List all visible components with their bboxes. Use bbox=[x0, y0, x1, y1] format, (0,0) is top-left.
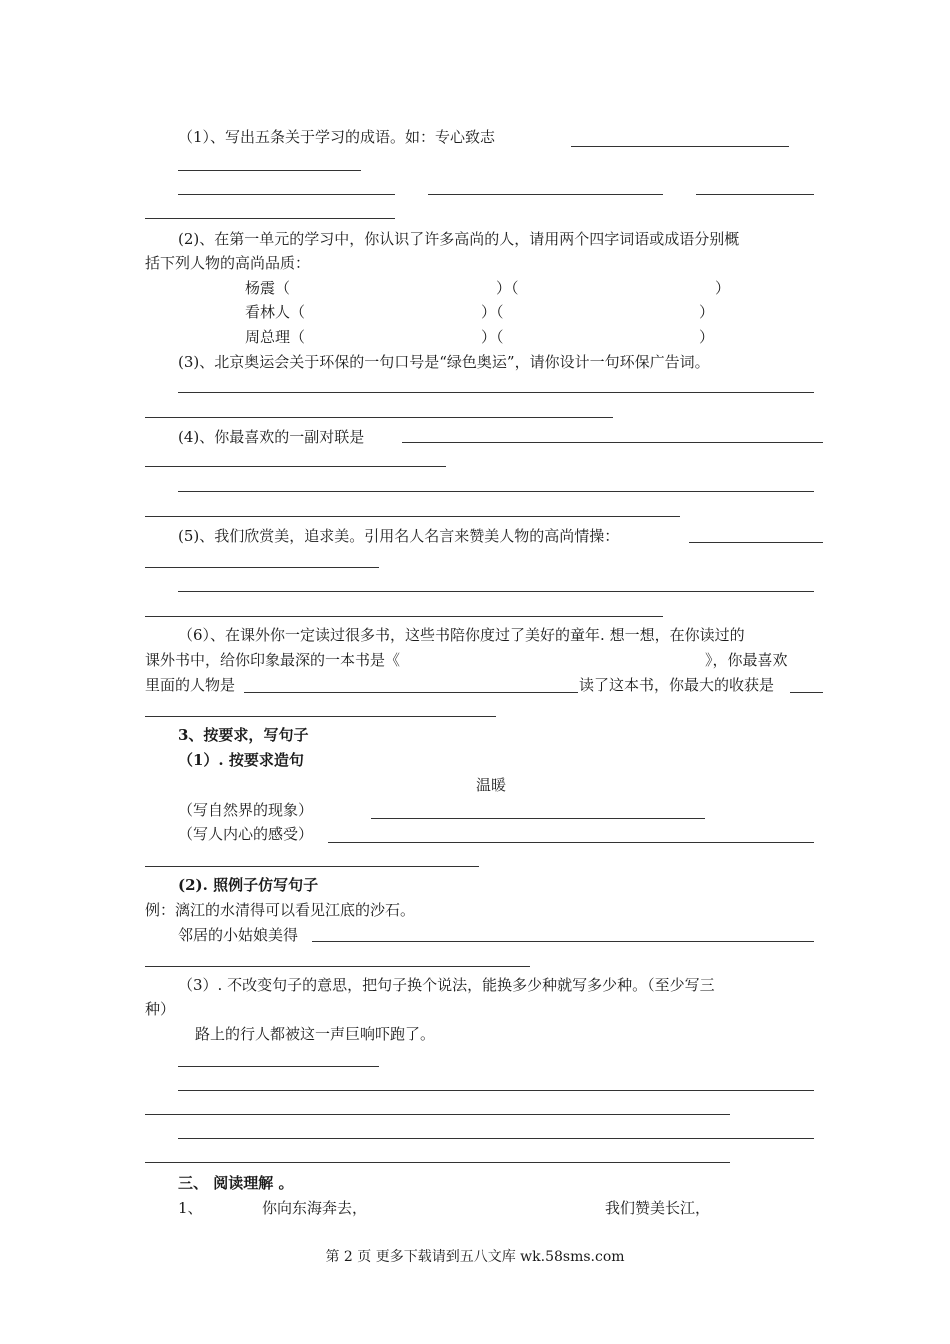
q6-line3-b: 读了这本书，你最大的收获是 bbox=[579, 676, 775, 694]
section3-heading: 3、按要求，写句子 bbox=[178, 726, 309, 744]
q4-answer-line-1[interactable] bbox=[402, 442, 823, 443]
section3-rewrite-line-3[interactable] bbox=[145, 1114, 730, 1115]
q5-answer-line-1[interactable] bbox=[689, 542, 823, 543]
q2-text-line2: 括下列人物的高尚品质： bbox=[145, 254, 311, 272]
q2-row-mid: ）（ bbox=[496, 279, 519, 297]
section3-heart-line-1[interactable] bbox=[328, 842, 814, 843]
section3-nature-label: （写自然界的现象） bbox=[178, 801, 314, 819]
q2-row-name: 杨震（ bbox=[245, 279, 291, 297]
q3-answer-line-2[interactable] bbox=[145, 417, 613, 418]
section3-sub3-line1: （3）. 不改变句子的意思，把句子换个说法，能换多少种就写多少种。（至少写三 bbox=[178, 976, 715, 994]
q2-row-end: ） bbox=[715, 279, 731, 297]
q6-gain-line-2[interactable] bbox=[145, 716, 496, 717]
q1-answer-line-1[interactable] bbox=[571, 146, 789, 147]
section3-sub1: （1）. 按要求造句 bbox=[178, 751, 304, 769]
q2-text-line1: (2)、在第一单元的学习中，你认识了许多高尚的人，请用两个四字词语或成语分别概 bbox=[178, 230, 740, 248]
section3-heart-line-2[interactable] bbox=[145, 866, 479, 867]
q2-row-end: ） bbox=[699, 328, 715, 346]
section3-rewrite-line-2[interactable] bbox=[178, 1090, 814, 1091]
q1-answer-line-3[interactable] bbox=[178, 194, 395, 195]
section3-word: 温暖 bbox=[476, 776, 507, 794]
section3-nature-line[interactable] bbox=[371, 818, 705, 819]
q4-answer-line-4[interactable] bbox=[145, 516, 680, 517]
q5-text: (5)、我们欣赏美，追求美。引用名人名言来赞美人物的高尚情操： bbox=[178, 527, 620, 545]
q1-answer-line-2[interactable] bbox=[178, 170, 361, 171]
q5-answer-line-3[interactable] bbox=[178, 591, 814, 592]
section3-neighbor-line-1[interactable] bbox=[312, 941, 814, 942]
section3-example: 例：漓江的水清得可以看见江底的沙石。 bbox=[145, 901, 416, 919]
reading-poem-left: 你向东海奔去， bbox=[262, 1199, 368, 1217]
q3-answer-line-1[interactable] bbox=[178, 392, 814, 393]
q6-line1: （6）、在课外你一定读过很多书，这些书陪你度过了美好的童年. 想一想，在你读过的 bbox=[178, 626, 745, 644]
q6-character-line[interactable] bbox=[244, 692, 578, 693]
q5-answer-line-4[interactable] bbox=[145, 616, 663, 617]
section3-rewrite-line-1[interactable] bbox=[178, 1066, 379, 1067]
q5-answer-line-2[interactable] bbox=[145, 567, 379, 568]
q6-line2-b: 》，你最喜欢 bbox=[705, 651, 788, 669]
reading-poem-right: 我们赞美长江， bbox=[605, 1199, 711, 1217]
section3-heart-label: （写人内心的感受） bbox=[178, 825, 314, 843]
q1-text: （1）、写出五条关于学习的成语。如：专心致志 bbox=[178, 128, 496, 146]
reading-number: 1、 bbox=[178, 1199, 203, 1217]
q2-row-name: 周总理（ bbox=[245, 328, 306, 346]
q6-line2-a: 课外书中，给你印象最深的一本书是《 bbox=[145, 651, 401, 669]
section3-neighbor: 邻居的小姑娘美得 bbox=[178, 926, 299, 944]
q2-row-name: 看林人（ bbox=[245, 303, 306, 321]
q6-line3-a: 里面的人物是 bbox=[145, 676, 236, 694]
q6-gain-line-1[interactable] bbox=[790, 692, 823, 693]
section3-sentence: 路上的行人都被这一声巨响吓跑了。 bbox=[195, 1025, 436, 1043]
q2-row-mid: ）（ bbox=[481, 328, 504, 346]
q4-answer-line-2[interactable] bbox=[145, 466, 446, 467]
q1-answer-line-5[interactable] bbox=[696, 194, 814, 195]
reading-heading: 三、 阅读理解 。 bbox=[178, 1174, 294, 1192]
q3-text: (3)、北京奥运会关于环保的一句口号是“绿色奥运”，请你设计一句环保广告词。 bbox=[178, 353, 710, 371]
section3-rewrite-line-4[interactable] bbox=[178, 1138, 814, 1139]
q2-row-end: ） bbox=[699, 303, 715, 321]
section3-neighbor-line-2[interactable] bbox=[145, 966, 530, 967]
section3-sub3-line2: 种） bbox=[145, 1000, 176, 1018]
q4-text: (4)、你最喜欢的一副对联是 bbox=[178, 428, 365, 446]
q1-answer-line-6[interactable] bbox=[145, 218, 395, 219]
q2-row-mid: ）（ bbox=[481, 303, 504, 321]
q4-answer-line-3[interactable] bbox=[178, 491, 814, 492]
page-footer: 第 2 页 更多下载请到五八文库 wk.58sms.com bbox=[325, 1249, 625, 1265]
section3-sub2: (2). 照例子仿写句子 bbox=[178, 876, 319, 894]
q1-answer-line-4[interactable] bbox=[428, 194, 663, 195]
section3-rewrite-line-5[interactable] bbox=[145, 1162, 730, 1163]
